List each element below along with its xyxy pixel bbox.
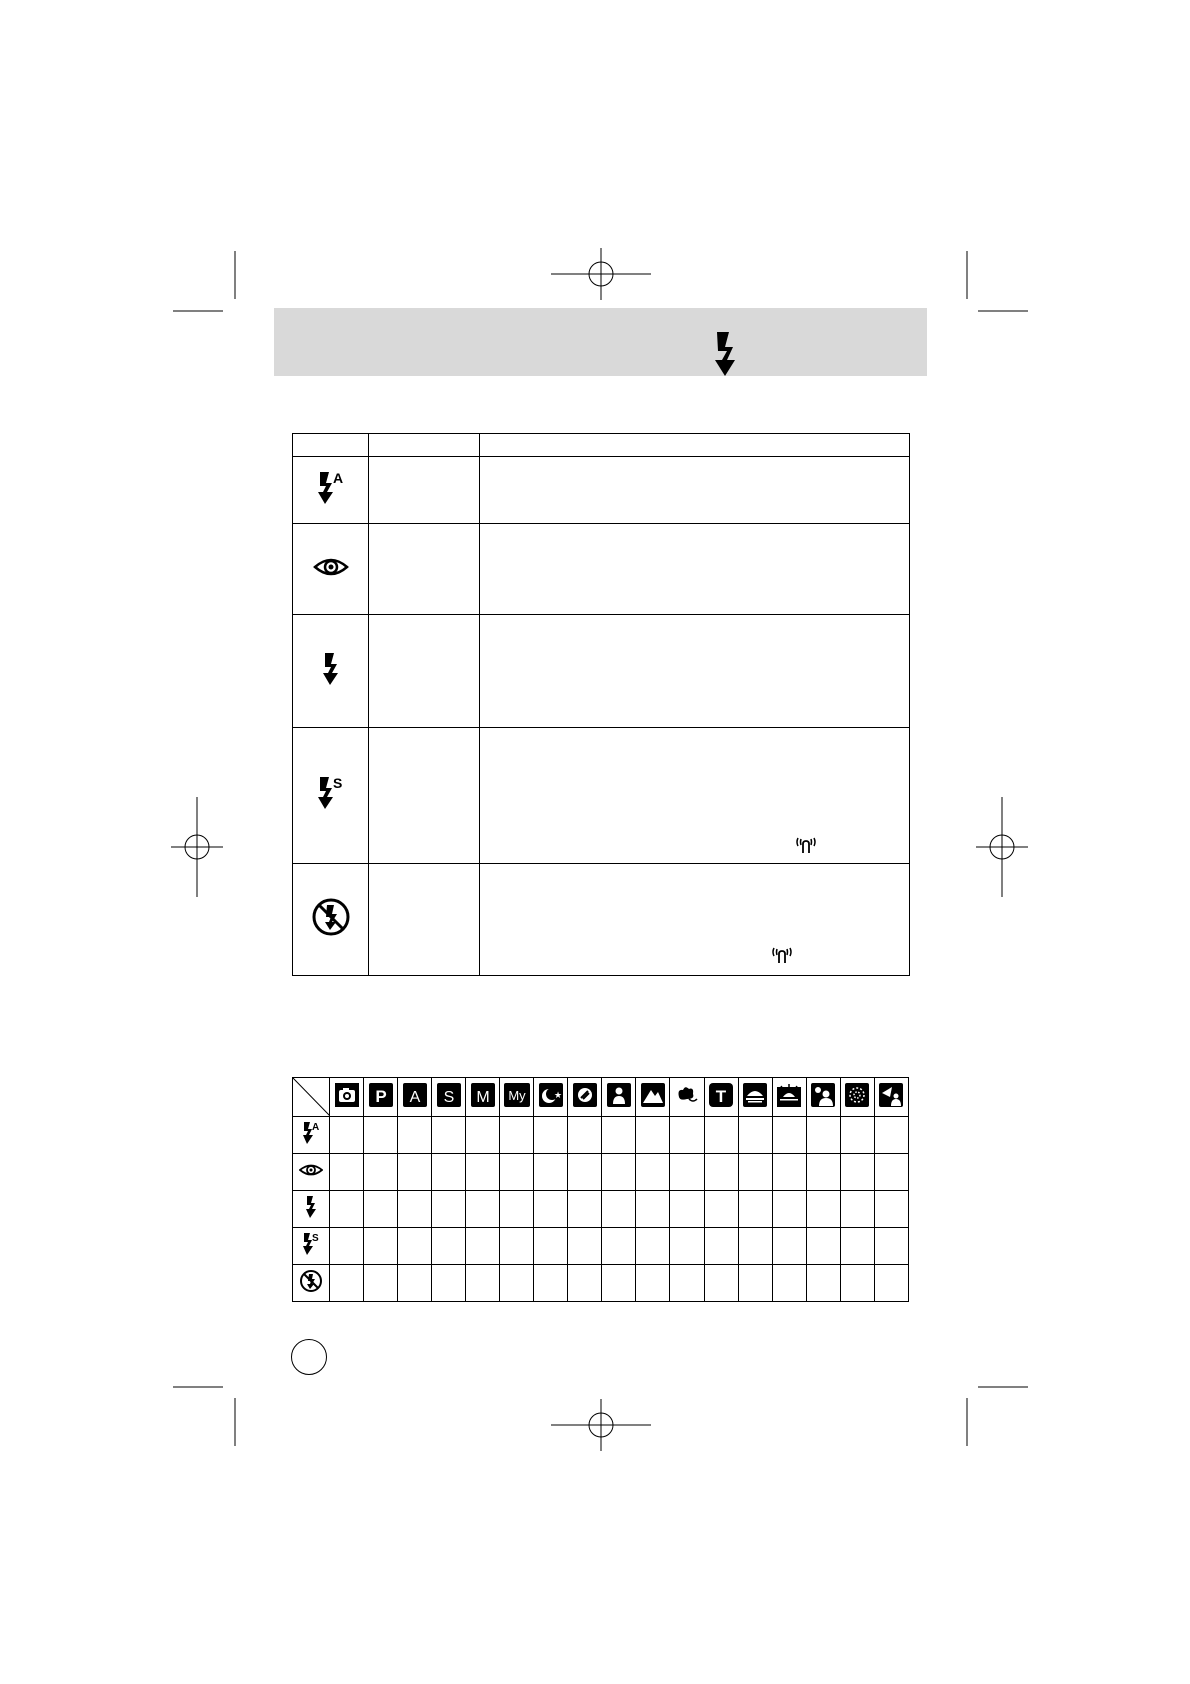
crop-mark-bottom-right-vertical	[966, 1398, 968, 1446]
flash-icon	[709, 330, 741, 378]
mode-availability-table	[292, 1077, 909, 1302]
flash-mode-name	[369, 524, 480, 615]
flash-table-header-row	[293, 434, 910, 457]
fireworks-icon	[845, 1083, 869, 1112]
svg-text:A: A	[312, 1121, 320, 1133]
flash-mode-description	[480, 524, 910, 615]
registration-target-right	[976, 797, 1028, 897]
mode-icons-row	[293, 1078, 909, 1117]
svg-text:A: A	[409, 1088, 420, 1106]
red-eye-reduction-icon	[313, 555, 349, 584]
slow-sync-icon	[314, 775, 348, 816]
crop-mark-top-right-horizontal	[978, 310, 1028, 312]
table-row	[293, 615, 910, 728]
flash-mode-description	[480, 728, 910, 864]
flash-mode-name	[369, 728, 480, 864]
recording-icon	[573, 1083, 597, 1112]
crop-mark-top-right-vertical	[966, 251, 968, 299]
flash-table-header-icon	[293, 434, 369, 457]
flash-mode-description	[480, 615, 910, 728]
shutter-priority-icon	[437, 1083, 461, 1112]
auto-mode-icon	[335, 1083, 359, 1112]
svg-text:S: S	[443, 1088, 454, 1106]
sunset-icon	[743, 1083, 767, 1112]
crop-mark-bottom-left-horizontal	[173, 1386, 223, 1388]
table-row	[293, 524, 910, 615]
flash-mode-name	[369, 864, 480, 976]
registration-target-top	[551, 248, 651, 300]
camera-shake-icon	[770, 942, 794, 966]
fill-flash-icon	[303, 1195, 319, 1224]
crop-mark-top-left-horizontal	[173, 310, 223, 312]
aperture-priority-icon	[403, 1083, 427, 1112]
flash-auto-icon	[314, 470, 348, 511]
close-up-icon	[675, 1083, 699, 1112]
flash-off-icon	[299, 1269, 323, 1298]
crop-mark-top-left-vertical	[234, 251, 236, 299]
flash-table-header-mode	[369, 434, 480, 457]
camera-shake-icon	[794, 832, 818, 856]
fill-flash-icon	[319, 651, 343, 692]
flash-mode-description	[480, 864, 910, 976]
night-scene-icon	[539, 1083, 563, 1112]
table-row	[293, 1265, 909, 1302]
svg-text:My: My	[508, 1087, 526, 1103]
crop-mark-bottom-right-horizontal	[978, 1386, 1028, 1388]
landscape-icon	[641, 1083, 665, 1112]
svg-text:A: A	[332, 469, 343, 486]
flash-table-header-description	[480, 434, 910, 457]
table-corner-cell	[293, 1078, 330, 1117]
page-number-badge	[291, 1339, 327, 1375]
red-eye-reduction-icon	[299, 1162, 323, 1183]
flash-mode-name	[369, 615, 480, 728]
table-row	[293, 1117, 909, 1154]
dawn-icon	[777, 1083, 801, 1112]
table-row	[293, 457, 910, 524]
flash-auto-icon	[300, 1121, 322, 1150]
flash-off-icon	[311, 897, 351, 942]
svg-text:P: P	[374, 1086, 387, 1106]
text-icon	[709, 1083, 733, 1112]
table-row	[293, 1191, 909, 1228]
flash-mode-name	[369, 457, 480, 524]
program-mode-icon	[369, 1083, 393, 1112]
svg-text:S: S	[332, 775, 342, 791]
flash-mode-table	[292, 433, 910, 976]
crop-mark-bottom-left-vertical	[234, 1398, 236, 1446]
registration-target-bottom	[551, 1399, 651, 1451]
svg-text:T: T	[715, 1086, 727, 1106]
table-row	[293, 864, 910, 976]
svg-text:M: M	[476, 1088, 490, 1106]
registration-target-left	[171, 797, 223, 897]
table-row	[293, 1228, 909, 1265]
table-row	[293, 728, 910, 864]
portrait-icon	[607, 1083, 631, 1112]
beach-snow-icon	[879, 1083, 903, 1112]
svg-text:★: ★	[553, 1089, 562, 1100]
myset-mode-icon	[504, 1083, 530, 1112]
slow-sync-icon	[300, 1232, 322, 1261]
header-band	[274, 308, 927, 376]
flash-mode-description	[480, 457, 910, 524]
table-row	[293, 1154, 909, 1191]
svg-text:S: S	[312, 1232, 319, 1244]
backlight-icon	[811, 1083, 835, 1112]
manual-mode-icon	[471, 1083, 495, 1112]
